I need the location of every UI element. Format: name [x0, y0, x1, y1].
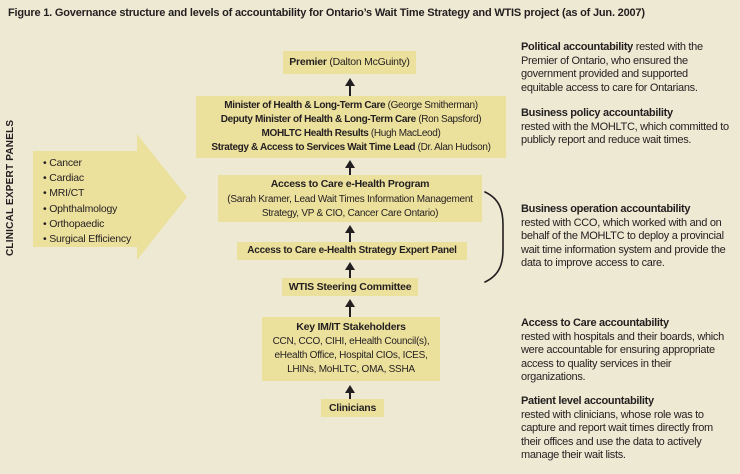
panel-item-surgical-efficiency: • Surgical Efficiency [43, 232, 137, 247]
panel-item-cancer: • Cancer [43, 156, 137, 171]
program-title: Access to Care e-Health Program [270, 178, 430, 190]
flow-box-stakeholders [262, 317, 440, 381]
grouping-bracket-icon [483, 191, 505, 283]
up-arrow-icon [345, 225, 355, 242]
up-arrow-icon [345, 78, 355, 96]
note-political-accountability: Political accountability rested with the Premier of Ontario, who ensured the government provided and supported equitable access to care for Ontarians. [521, 41, 703, 94]
panel-item-cardiac: • Cardiac [43, 171, 137, 186]
ministry-line: Strategy & Access to Services Wait Time Lead (Dr. Alan Hudson) [211, 142, 491, 153]
ministry-line: Deputy Minister of Health & Long-Term Care (Ron Sapsford) [220, 114, 482, 125]
right-block-arrow-icon [137, 134, 187, 260]
flow-box-expert-panel [237, 242, 467, 260]
clinical-panels-list [33, 151, 137, 247]
flow-box-clinicians [321, 399, 384, 417]
flow-box-ehealth-program [218, 175, 482, 222]
up-arrow-icon [345, 160, 355, 175]
up-arrow-icon [345, 299, 355, 317]
up-arrow-icon [345, 385, 355, 399]
premier-name: (Dalton McGuinty) [326, 56, 410, 68]
clinical-panels-arrow-body [33, 151, 137, 247]
figure-title: Figure 1. Governance structure and levels of accountability for Ontario’s Wait Time Strategy and WTIS project (as of Jun. 2007) [8, 7, 645, 19]
expert-panel-title: Access to Care e-Health Strategy Expert Panel [247, 245, 457, 256]
clinicians-title: Clinicians [328, 402, 377, 414]
up-arrow-icon [345, 262, 355, 278]
note-business-operation-accountability: Business operation accountability rested with CCO, which worked with and on behalf of the MOHLTC to deploy a provincial wait time information system and provide the data to improve access to care. [521, 203, 726, 269]
note-business-policy-accountability: Business policy accountability rested with the MOHLTC, which committed to publicly report and reduce wait times. [521, 107, 729, 146]
flow-box-ministry [196, 96, 506, 158]
program-subtitle: (Sarah Kramer, Lead Wait Times Information Management Strategy, VP & CIO, Cancer Care Ontario) [227, 193, 473, 219]
stakeholders-list: CCN, CCO, CIHI, eHealth Council(s), eHealth Office, Hospital CIOs, ICES, LHINs, MoHLTC, OMA, SSHA [272, 336, 430, 375]
note-access-to-care-accountability: Access to Care accountability rested with hospitals and their boards, which were accountable for ensuring appropriate access to quality services in their organizations. [521, 317, 724, 383]
ministry-line: MOHLTC Health Results (Hugh MacLeod) [261, 128, 441, 139]
flow-box-premier [283, 51, 416, 74]
panel-item-ophthalmology: • Ophthalmology [43, 202, 137, 217]
flow-box-wtis-steering-committee [282, 278, 418, 296]
premier-title: Premier [289, 56, 327, 68]
stakeholders-title: Key IM/IT Stakeholders [296, 321, 406, 333]
ministry-line: Minister of Health & Long-Term Care (George Smitherman) [224, 100, 478, 111]
note-patient-level-accountability: Patient level accountability rested with clinicians, whose role was to capture and report wait times directly from their offices and use the data to actively manage their wait lists. [521, 395, 713, 461]
wtis-title: WTIS Steering Committee [288, 281, 412, 293]
panel-item-orthopaedic: • Orthopaedic [43, 217, 137, 232]
panel-item-mri-ct: • MRI/CT [43, 186, 137, 201]
clinical-expert-panels-label: CLINICAL EXPERT PANELS [5, 119, 16, 256]
